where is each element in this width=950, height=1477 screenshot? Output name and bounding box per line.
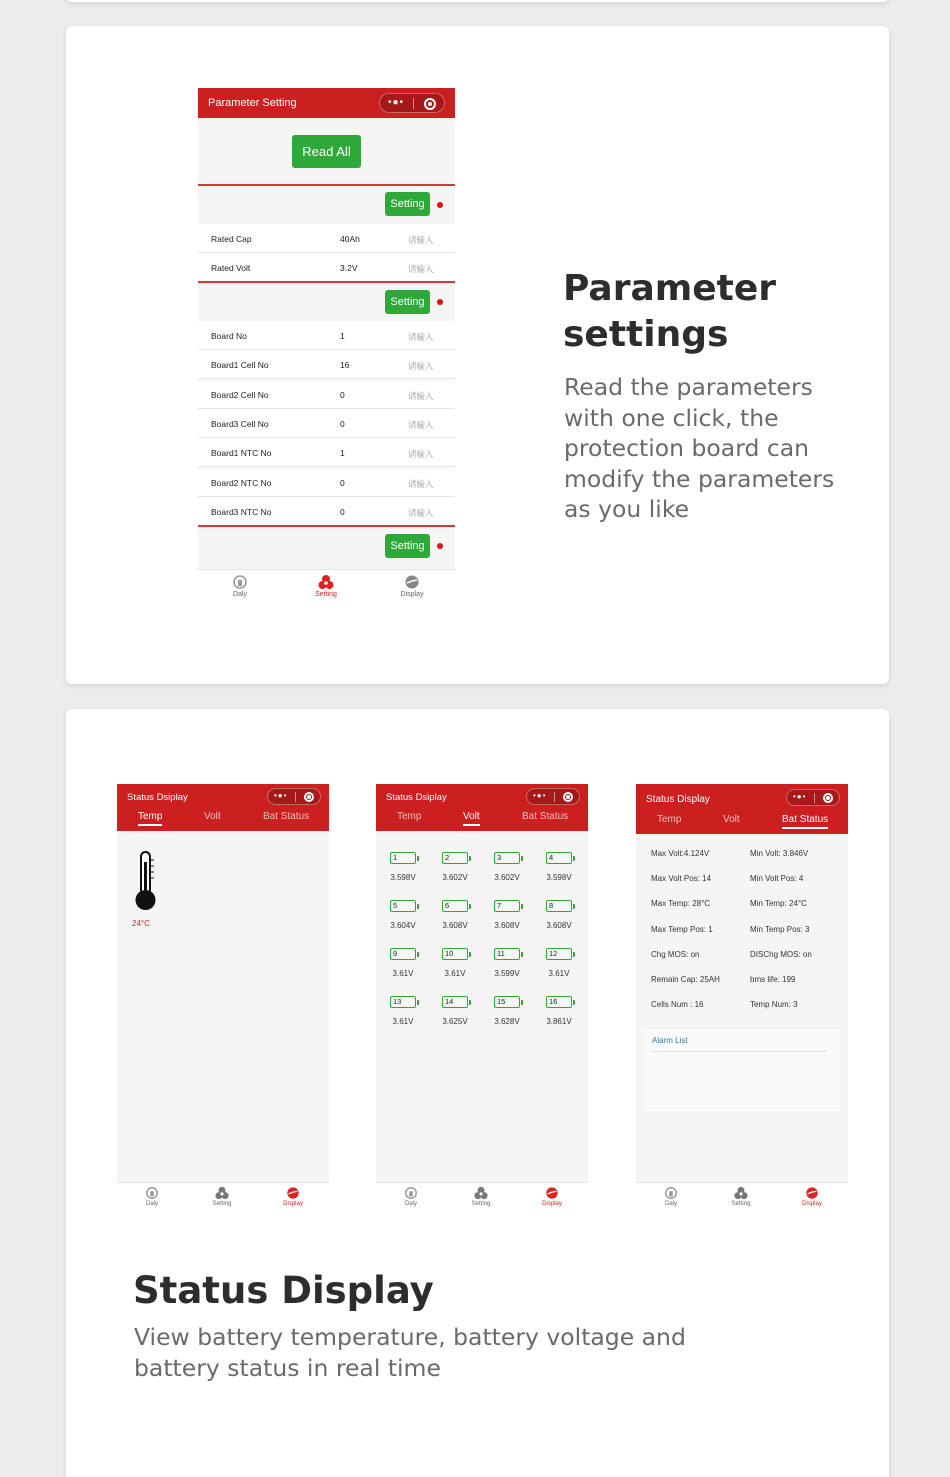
parameter-settings-heading: Parameter settings xyxy=(563,268,777,355)
battery-cell-icon xyxy=(442,852,468,864)
daly-icon xyxy=(404,1186,418,1200)
cell-number: 6 xyxy=(445,901,450,910)
tab-daly[interactable] xyxy=(210,572,270,598)
bat-status-item: Max Temp Pos: 1 xyxy=(651,924,713,934)
cell-voltage: 3.608V xyxy=(494,921,520,930)
param-label: Board No xyxy=(211,331,247,341)
bat-status-item: Max Temp: 28°C xyxy=(651,899,711,909)
param-input[interactable]: 请输入 xyxy=(408,419,434,430)
status-display-heading: Status Display xyxy=(133,1269,434,1312)
setting-button-1[interactable]: Setting xyxy=(385,192,430,216)
status-dot-1 xyxy=(437,202,443,208)
thermometer-icon xyxy=(133,850,159,912)
alarm-list-panel xyxy=(644,1029,840,1111)
battery-cell-icon xyxy=(442,948,468,960)
more-icon[interactable]: •●• xyxy=(533,791,547,800)
capsule-divider xyxy=(814,793,815,803)
cell-number: 8 xyxy=(549,901,554,910)
tab-setting[interactable] xyxy=(716,1184,766,1207)
phone-header xyxy=(117,784,329,831)
bat-status-item: Min Temp Pos: 3 xyxy=(750,924,810,934)
tab-daly[interactable] xyxy=(646,1184,696,1207)
param-input[interactable]: 请输入 xyxy=(408,449,434,460)
param-value: 0 xyxy=(340,477,345,488)
param-row xyxy=(198,380,455,409)
battery-cell-icon xyxy=(546,948,572,960)
param-row xyxy=(198,497,455,526)
previous-card xyxy=(66,0,889,2)
cell-item xyxy=(539,852,579,882)
daly-icon xyxy=(145,1186,159,1200)
param-row xyxy=(198,350,455,379)
cell-voltage: 3.861V xyxy=(546,1017,572,1026)
tab-temp[interactable]: Temp xyxy=(657,814,682,825)
tab-display[interactable] xyxy=(787,1184,837,1207)
bottom-tab-bar xyxy=(198,569,455,605)
cell-item xyxy=(487,948,527,978)
bat-status-item: Max Volt:4.124V xyxy=(651,849,710,858)
cell-number: 15 xyxy=(497,997,506,1006)
bat-status-item: Temp Num: 3 xyxy=(750,1000,798,1010)
cell-number: 11 xyxy=(497,949,505,958)
cell-voltage: 3.61V xyxy=(444,969,466,978)
more-icon[interactable]: •●• xyxy=(388,97,405,108)
setting-icon xyxy=(215,1186,229,1200)
status-tabs xyxy=(117,811,329,829)
cell-voltage: 3.608V xyxy=(546,921,572,930)
setting-icon xyxy=(734,1186,748,1200)
tab-label: Daly xyxy=(232,591,247,598)
tab-label: Setting xyxy=(315,591,337,598)
bat-status-item: Remain Cap: 25AH xyxy=(651,975,720,984)
setting-button-2[interactable]: Setting xyxy=(385,290,430,314)
param-row xyxy=(198,224,455,253)
param-value: 0 xyxy=(340,418,345,429)
param-value: 3.2V xyxy=(340,263,358,274)
page-title: Status Dsiplay xyxy=(127,792,188,803)
cell-voltage: 3.598V xyxy=(546,873,572,882)
cell-voltage: 3.61V xyxy=(392,969,414,978)
alarm-divider xyxy=(652,1051,826,1052)
param-value: 40Ah xyxy=(340,234,360,244)
cell-number: 10 xyxy=(445,949,454,958)
status-bat-phone xyxy=(636,784,848,1212)
cell-item xyxy=(383,900,423,930)
tab-label: Display xyxy=(802,1201,822,1207)
param-input[interactable]: 请输入 xyxy=(408,507,434,518)
cell-voltage: 3.61V xyxy=(548,969,570,978)
param-row xyxy=(198,253,455,282)
parameter-setting-phone xyxy=(198,88,455,605)
bat-status-item: Min Volt: 3.846V xyxy=(750,849,809,858)
param-row xyxy=(198,409,455,438)
cell-item xyxy=(435,900,475,930)
cell-number: 13 xyxy=(393,997,402,1006)
param-label: Rated Cap xyxy=(211,234,252,244)
cell-voltage: 3.598V xyxy=(390,873,416,882)
cell-item xyxy=(539,948,579,978)
mini-program-capsule[interactable] xyxy=(379,93,445,113)
param-label: Board3 Cell No xyxy=(211,418,269,429)
tab-display[interactable] xyxy=(527,1184,577,1207)
section-divider xyxy=(198,525,455,527)
battery-cell-icon xyxy=(494,852,520,864)
battery-cell-icon xyxy=(442,996,468,1008)
display-icon xyxy=(805,1186,819,1200)
param-label: Board1 Cell No xyxy=(211,360,269,371)
param-row xyxy=(198,321,455,350)
tab-bat-status[interactable]: Bat Status xyxy=(522,811,569,822)
battery-cell-icon xyxy=(494,996,520,1008)
param-input[interactable]: 请输入 xyxy=(408,332,434,342)
tab-temp[interactable]: Temp xyxy=(138,811,163,822)
battery-cell-icon xyxy=(546,996,572,1008)
battery-cell-icon xyxy=(390,948,416,960)
tab-label: Setting xyxy=(731,1201,751,1207)
phone-header xyxy=(376,784,588,831)
cell-voltage: 3.602V xyxy=(494,873,520,882)
cell-item xyxy=(487,852,527,882)
param-label: Board1 NTC No xyxy=(211,448,272,459)
cell-voltage: 3.625V xyxy=(442,1017,468,1026)
cell-item xyxy=(435,852,475,882)
daly-icon xyxy=(232,574,248,590)
cell-voltage: 3.628V xyxy=(494,1017,520,1026)
battery-cell-icon xyxy=(390,900,416,912)
tab-temp[interactable]: Temp xyxy=(397,811,422,822)
phone-header xyxy=(198,88,455,118)
mini-program-capsule[interactable] xyxy=(267,788,321,805)
tab-label: Daly xyxy=(664,1201,677,1207)
tab-label: Daly xyxy=(145,1201,158,1207)
cell-item xyxy=(383,948,423,978)
close-target-icon[interactable] xyxy=(424,98,436,110)
status-display-description: View battery temperature, battery voltage and battery status in real time xyxy=(134,1323,686,1382)
status-dot-2 xyxy=(437,299,443,305)
page-title: Parameter Setting xyxy=(208,97,297,109)
cell-item xyxy=(487,996,527,1026)
bat-status-item: Min Temp: 24°C xyxy=(750,899,807,909)
cell-item xyxy=(435,948,475,978)
bottom-tab-bar xyxy=(636,1182,848,1212)
status-temp-phone xyxy=(117,784,329,1212)
battery-cell-icon xyxy=(390,852,416,864)
daly-icon xyxy=(664,1186,678,1200)
param-label: Board2 Cell No xyxy=(211,389,269,400)
status-tabs xyxy=(636,814,848,832)
cell-voltage: 3.608V xyxy=(442,921,468,930)
param-input[interactable]: 请输入 xyxy=(408,235,434,245)
setting-icon xyxy=(318,574,334,590)
tab-label: Setting xyxy=(212,1201,232,1207)
tab-label: Display xyxy=(400,591,424,598)
display-icon xyxy=(545,1186,559,1200)
param-input[interactable]: 请输入 xyxy=(408,264,434,275)
tab-volt[interactable]: Volt xyxy=(723,814,740,825)
mini-program-capsule[interactable] xyxy=(526,788,580,805)
cell-voltage: 3.599V xyxy=(494,969,520,978)
close-target-icon[interactable] xyxy=(563,792,573,802)
parameter-settings-description: Read the parameters with one click, the protection board can modify the parameters as you like xyxy=(564,373,835,523)
read-all-button[interactable]: Read All xyxy=(292,135,361,168)
more-icon[interactable]: •●• xyxy=(274,791,288,800)
cell-item xyxy=(383,852,423,882)
display-icon xyxy=(404,574,420,590)
bat-status-item: bms life: 199 xyxy=(750,975,796,984)
battery-cell-icon xyxy=(494,948,520,960)
cell-number: 2 xyxy=(445,853,450,862)
param-value: 0 xyxy=(340,389,345,400)
param-input[interactable]: 请输入 xyxy=(408,478,434,489)
param-label: Board3 NTC No xyxy=(211,506,272,517)
bat-status-item: DISChg MOS: on xyxy=(750,949,812,959)
bat-status-item: Cells Num : 16 xyxy=(651,1000,704,1010)
status-volt-phone xyxy=(376,784,588,1212)
cell-voltage: 3.61V xyxy=(392,1017,414,1026)
battery-cell-icon xyxy=(494,900,520,912)
param-value: 0 xyxy=(340,506,345,517)
capsule-divider xyxy=(413,98,414,109)
param-label: Rated Volt xyxy=(211,263,251,274)
bat-status-item: Chg MOS: on xyxy=(651,949,700,959)
tab-daly[interactable] xyxy=(127,1184,177,1207)
battery-cell-icon xyxy=(546,900,572,912)
tab-bat-status[interactable]: Bat Status xyxy=(782,814,829,825)
mini-program-capsule[interactable] xyxy=(786,789,840,806)
close-target-icon[interactable] xyxy=(304,792,314,802)
more-icon[interactable]: •●• xyxy=(793,792,807,801)
capsule-divider xyxy=(554,792,555,802)
tab-display[interactable] xyxy=(268,1184,318,1207)
setting-icon xyxy=(474,1186,488,1200)
status-tabs xyxy=(376,811,588,829)
tab-volt[interactable]: Volt xyxy=(463,811,480,822)
cell-voltage: 3.602V xyxy=(442,873,468,882)
param-value: 1 xyxy=(340,331,345,341)
cell-item xyxy=(539,996,579,1026)
tab-label: Setting xyxy=(471,1201,491,1207)
bottom-tab-bar xyxy=(117,1182,329,1212)
tab-setting[interactable] xyxy=(197,1184,247,1207)
param-row xyxy=(198,438,455,467)
tab-label: Display xyxy=(542,1201,562,1207)
tab-volt[interactable]: Volt xyxy=(204,811,221,822)
param-row xyxy=(198,468,455,497)
cell-item xyxy=(383,996,423,1026)
cell-number: 7 xyxy=(497,901,502,910)
page-title: Status Display xyxy=(646,794,710,805)
cell-number: 16 xyxy=(549,997,558,1006)
bat-status-item: Max Volt Pos: 14 xyxy=(651,874,712,884)
tab-daly[interactable] xyxy=(386,1184,436,1207)
cell-voltage: 3.604V xyxy=(390,921,416,930)
tab-setting[interactable] xyxy=(296,572,356,598)
param-input[interactable]: 请输入 xyxy=(408,390,434,401)
phone-header xyxy=(636,784,848,834)
tab-setting[interactable] xyxy=(456,1184,506,1207)
alarm-list-title[interactable]: Alarm List xyxy=(652,1036,688,1045)
section-divider xyxy=(198,184,455,186)
tab-display[interactable] xyxy=(382,572,442,598)
battery-cell-icon xyxy=(390,996,416,1008)
cell-number: 14 xyxy=(445,997,454,1006)
temperature-value: 24°C xyxy=(132,919,150,928)
param-label: Board2 NTC No xyxy=(211,477,272,488)
cell-item xyxy=(487,900,527,930)
cell-item xyxy=(435,996,475,1026)
cell-number: 1 xyxy=(393,853,398,862)
page-title: Status Dsiplay xyxy=(386,792,447,803)
battery-cell-icon xyxy=(546,852,572,864)
cell-number: 5 xyxy=(393,901,398,910)
close-target-icon[interactable] xyxy=(823,793,833,803)
battery-cell-icon xyxy=(442,900,468,912)
status-dot-3 xyxy=(437,543,443,549)
setting-button-3[interactable]: Setting xyxy=(385,534,430,558)
bat-status-item: Min Volt Pos: 4 xyxy=(750,874,804,884)
bottom-tab-bar xyxy=(376,1182,588,1212)
param-value: 16 xyxy=(340,360,350,371)
tab-label: Daly xyxy=(404,1201,417,1207)
param-value: 1 xyxy=(340,448,345,459)
tab-label: Display xyxy=(283,1201,303,1207)
cell-item xyxy=(539,900,579,930)
capsule-divider xyxy=(295,792,296,802)
cell-number: 4 xyxy=(549,853,554,862)
cell-number: 3 xyxy=(497,853,502,862)
display-icon xyxy=(286,1186,300,1200)
tab-bat-status[interactable]: Bat Status xyxy=(263,811,310,822)
param-input[interactable]: 请输入 xyxy=(408,361,434,372)
section-divider xyxy=(198,281,455,283)
cell-number: 12 xyxy=(549,949,558,958)
cell-number: 9 xyxy=(393,949,398,958)
